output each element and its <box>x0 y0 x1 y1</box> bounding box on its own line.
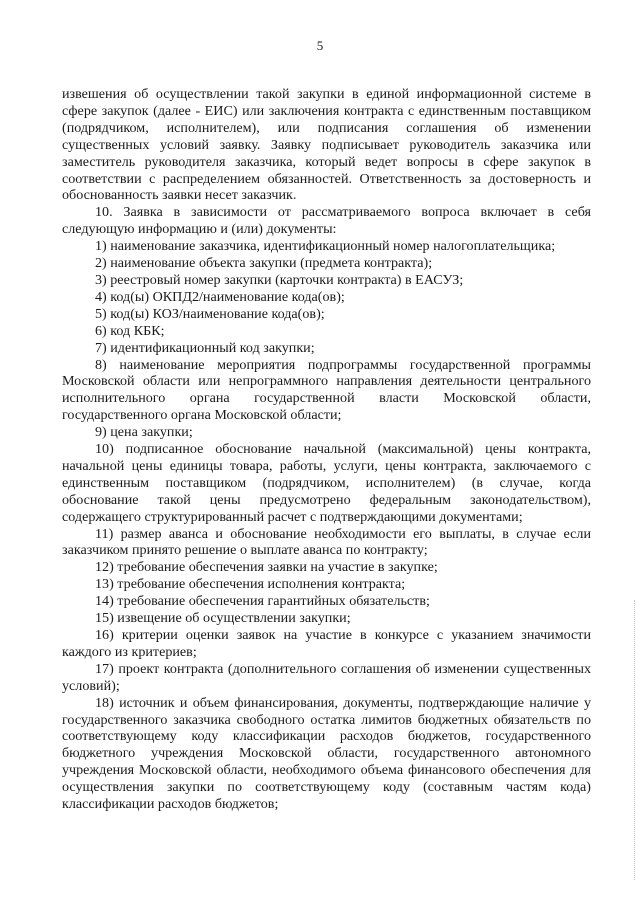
list-item-12: 12) требование обеспечения заявки на участие в закупке; <box>95 559 438 576</box>
list-item-4: 4) код(ы) ОКПД2/наименование кода(ов); <box>95 288 345 305</box>
list-item-7: 7) идентификационный код закупки; <box>95 339 315 356</box>
list-item-9: 9) цена закупки; <box>95 424 193 441</box>
list-item-15: 15) извещение об осуществлении закупки; <box>95 610 351 627</box>
list-item-14: 14) требование обеспечения гарантийных обязательств; <box>95 593 430 610</box>
paragraph-continuation: извешения об осуществлении такой закупки в единой информационной системе в сфере закупок (далее - ЕИС) или заключения контракта с единственным поставщиком (подрядчиком, исполнителем), или подписания соглашения об изменении существенных условий заявку. Заявку подписывает руководитель заказчика или заместитель руководителя заказчика, который ведет вопросы в сфере закупок в соответствии с распределением обязанностей. Ответственность за достоверность и обоснованность заявки несет заказчик. <box>62 86 591 204</box>
list-item-13: 13) требование обеспечения исполнения контракта; <box>95 576 406 593</box>
page-number: 5 <box>316 38 324 53</box>
list-item-18: 18) источник и объем финансирования, документы, подтверждающие наличие у государственного заказчика свободного остатка лимитов бюджетных обязательств по соответствующему коду классификации расходов бюджетов, государственного бюджетного учреждения Московской области, государственного автономного учреждения Московской области, необходимого объема финансового обеспечения для осуществления закупки по соответствующему коду (составным частям кода) классификации расходов бюджетов; <box>62 694 591 813</box>
list-item-5: 5) код(ы) КОЗ/наименование кода(ов); <box>95 305 325 322</box>
list-item-17: 17) проект контракта (дополнительного соглашения об изменении существенных условий); <box>62 660 591 694</box>
list-item-10: 10) подписанное обоснование начальной (максимальной) цены контракта, начальной цены единицы товара, работы, услуги, цены контракта, заключаемого с единственным поставщиком (подрядчиком, исполнителем) (в случае, когда обоснование такой цены предусмотрено федеральным законодательством), содержащего структурированный расчет с подтверждающими документами; <box>62 441 591 525</box>
paragraph-item-10: 10. Заявка в зависимости от рассматриваемого вопроса включает в себя следующую информацию и (или) документы: <box>62 204 591 238</box>
list-item-2: 2) наименование объекта закупки (предмета контракта); <box>95 255 433 272</box>
document-body <box>62 86 591 813</box>
list-item-11: 11) размер аванса и обоснование необходимости его выплаты, в случае если заказчиком принято решение о выплате аванса по контракту; <box>62 525 591 559</box>
scan-edge-mark <box>634 600 637 880</box>
list-item-8: 8) наименование мероприятия подпрограммы государственной программы Московской области или непрограммного направления деятельности центрального исполнительного органа государственной власти Московской области, государственного органа Московской области; <box>62 356 591 424</box>
list-item-3: 3) реестровый номер закупки (карточки контракта) в ЕАСУЗ; <box>95 271 464 288</box>
list-item-1: 1) наименование заказчика, идентификационный номер налогоплательщика; <box>95 238 556 255</box>
list-item-16: 16) критерии оценки заявок на участие в конкурсе с указанием значимости каждого из критериев; <box>62 627 591 660</box>
list-item-6: 6) код КБК; <box>95 322 165 339</box>
